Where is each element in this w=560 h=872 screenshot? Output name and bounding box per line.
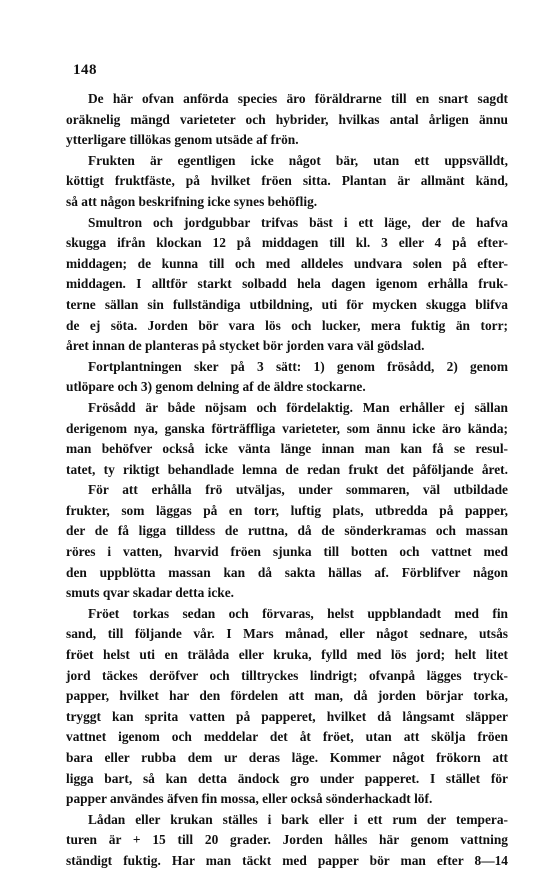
text-line: den uppblötta massan kan då sakta hällas af. Förblifver någon xyxy=(66,564,508,580)
text-line: köttigt fruktfäste, på hvilket fröen sitta. Plantan är allmänt känd, xyxy=(66,173,508,189)
text-line: smuts qvar skadar detta icke. xyxy=(66,585,235,601)
text-line: terne sällan sin fullständiga utbildning, uti för mycken skugga blifva xyxy=(66,296,508,312)
text-line: derigenom nya, ganska förträffliga varieteter, som ännu icke äro kända; xyxy=(66,420,508,436)
text-line: vattnet igenom och meddelar det åt fröet, utan att skölja fröen xyxy=(66,729,508,745)
text-line: tryggt kan sprita vatten på papperet, hvilket då långsamt släpper xyxy=(66,708,508,724)
text-line: De här ofvan anförda species äro föräldrarne till en snart sagdt xyxy=(88,91,508,106)
text-line: der de få ligga tilldess de ruttna, då de sönderkramas och massan xyxy=(66,523,508,539)
text-line: utlöpare och 3) genom delning af de äldre stockarne. xyxy=(66,379,366,395)
text-line: papper användes äfven fin mossa, eller också sönderhackadt löf. xyxy=(66,791,433,807)
text-line: Lådan eller krukan ställes i bark eller i ett rum der tempera- xyxy=(88,811,508,827)
text-line: sand, till följande vår. I Mars månad, eller något sednare, utsås xyxy=(66,626,508,642)
body-text xyxy=(66,89,508,872)
text-line: middagen. I alltför starkt solbadd hela dagen igenom erhålla fruk- xyxy=(66,276,508,292)
text-line: fröet helst uti en trälåda eller kruka, fylld med lös jord; helt litet xyxy=(66,647,508,663)
text-line: ytterligare tillökas genom utsäde af frön. xyxy=(66,132,299,148)
text-line: ständigt fuktig. Har man täckt med papper bör man efter 8—14 xyxy=(66,852,508,868)
text-line: turen är + 15 till 20 grader. Jorden hålles här genom vattning xyxy=(66,832,508,848)
text-line: jord täckes deröfver och tilltryckes lindrigt; ofvanpå lägges tryck- xyxy=(66,667,508,683)
text-line: Smultron och jordgubbar trifvas bäst i ett läge, der de hafva xyxy=(88,214,508,230)
text-line: frukter, som läggas på en torr, luftig plats, utbredda på papper, xyxy=(66,502,508,518)
text-line: papper, hvilket har den fördelen att man, då jorden börjar torka, xyxy=(66,688,508,704)
text-line: man behöfver också icke vänta länge innan man kan få se resul- xyxy=(66,441,508,457)
text-line: middagen; de kunna till och med alldeles undvara solen på efter- xyxy=(66,255,508,271)
text-line: oräknelig mängd varieteter och hybrider, hvilkas antal årligen ännu xyxy=(66,111,508,127)
text-line: För att erhålla frö utväljas, under sommaren, väl utbildade xyxy=(88,482,508,498)
text-line: de ej söta. Jorden bör vara lös och lucker, mera fuktig än torr; xyxy=(66,317,508,333)
text-line: Fröet torkas sedan och förvaras, helst uppblandadt med fin xyxy=(88,605,508,621)
text-line: Frösådd är både nöjsam och fördelaktig. Man erhåller ej sällan xyxy=(88,399,508,415)
text-line: ligga bart, så kan detta ändock gro under papperet. I stället för xyxy=(66,770,508,786)
text-line: röres i vatten, hvarvid fröen sjunka till botten och vattnet med xyxy=(66,544,508,560)
text-line: så att någon beskrifning icke synes behöflig. xyxy=(66,193,318,209)
text-line: året innan de planteras på stycket bör jorden vara väl gödslad. xyxy=(66,338,425,354)
text-line: Fortplantningen sker på 3 sätt: 1) genom frösådd, 2) genom xyxy=(88,358,508,374)
text-line: bara eller rubba dem ur deras läge. Kommer något frökorn att xyxy=(66,750,508,765)
text-line: tatet, ty riktigt behandlade lemna de redan frukt det påföljande året. xyxy=(66,461,508,477)
text-line: Frukten är egentligen icke något bär, utan ett uppsvälldt, xyxy=(88,152,508,168)
text-line: skugga ifrån klockan 12 på middagen till kl. 3 eller 4 på efter- xyxy=(66,235,508,251)
page-number: 148 xyxy=(73,62,97,78)
